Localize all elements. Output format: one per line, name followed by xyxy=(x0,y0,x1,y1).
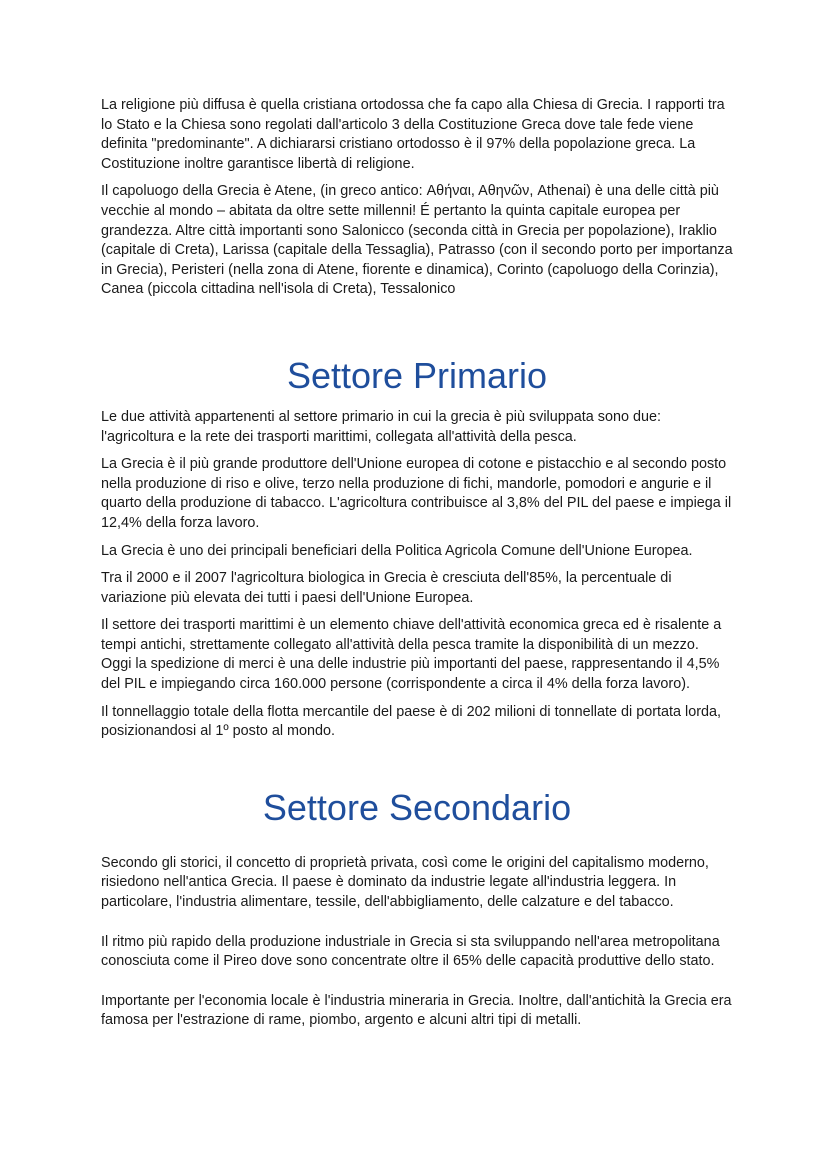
paragraph: Tra il 2000 e il 2007 l'agricoltura biologica in Grecia è cresciuta dell'85%, la percentuale di variazione più elevata dei tutti i paesi dell'Unione Europea. xyxy=(101,570,672,606)
paragraph: Le due attività appartenenti al settore primario in cui la grecia è più sviluppata sono due: l'agricoltura e la rete dei trasporti marittimi, collegata all'attività della pesca. xyxy=(101,408,661,445)
paragraph-religione: La religione più diffusa è quella cristiana ortodossa che fa capo alla Chiesa di Grecia. I rapporti tra lo Stato e la Chiesa sono regolati dall'articolo 3 della Costituzione Greca dove tale fede viene definita "predominante". A dichiararsi cristiano ortodosso è il 97% della popolazione greca. La Costituzione inoltre garantisce libertà di religione. xyxy=(101,97,725,172)
paragraph: Secondo gli storici, il concetto di proprietà privata, così come le origini del capitalismo moderno, risiedono nell'antica Grecia. Il paese è dominato da industrie legate all'industria leggera. In particolare, l'industria alimentare, tessile, dell'abbigliamento, delle calzature e del tabacco. xyxy=(101,854,709,911)
document-page xyxy=(101,96,733,1051)
paragraph: La Grecia è il più grande produttore dell'Unione europea di cotone e pistacchio e al secondo posto nella produzione di riso e olive, terzo nella produzione di fichi, mandorle, pomodori e angurie e il quarto della produzione di tabacco. L'agricoltura contribuisce al 3,8% del PIL del paese e impiega il 12,4% della forza lavoro. xyxy=(101,456,732,531)
paragraph: Il tonnellaggio totale della flotta mercantile del paese è di 202 milioni di tonnellate di portata lorda, posizionandosi al 1º posto al mondo. xyxy=(101,703,721,740)
paragraph: Importante per l'economia locale è l'industria mineraria in Grecia. Inoltre, dall'antichità la Grecia era famosa per l'estrazione di rame, piombo, argento e alcuni altri tipi di metalli. xyxy=(101,992,732,1029)
paragraph: Il settore dei trasporti marittimi è un elemento chiave dell'attività economica greca ed è risalente a tempi antichi, strettamente collegato all'attività della pesca tramite la disponibilità di un mezzo. Oggi la spedizione di merci è una delle industrie più importanti del paese, rappresentando il 4,5% del PIL e impiegando circa 160.000 persone (corrispondente a circa il 4% della forza lavoro). xyxy=(101,617,722,693)
paragraph: La Grecia è uno dei principali beneficiari della Politica Agricola Comune dell'Unione Europea. xyxy=(101,542,693,559)
paragraph: Il ritmo più rapido della produzione industriale in Grecia si sta sviluppando nell'area metropolitana conosciuta come il Pireo dove sono concentrate oltre il 65% delle capacità produttive dello stato. xyxy=(101,933,720,970)
section-title-secondario: Settore Secondario xyxy=(262,786,572,828)
section-title-primario: Settore Primario xyxy=(286,354,548,396)
paragraph-capoluogo: Il capoluogo della Grecia è Atene, (in greco antico: Αθήναι, Αθηνῶν, Athenai) è una delle città più vecchie al mondo – abitata da oltre sette millenni! É pertanto la quinta capitale europea per grandezza. Altre città importanti sono Salonicco (seconda città in Grecia per popolazione), Iraklio (capitale di Creta), Larissa (capitale della Tessaglia), Patrasso (con il secondo porto per importanza in Grecia), Peristeri (nella zona di Atene, fiorente e dinamica), Corinto (capoluogo della Corinzia), Canea (piccola cittadina nell'isola di Creta), Tessalonico xyxy=(101,183,733,298)
